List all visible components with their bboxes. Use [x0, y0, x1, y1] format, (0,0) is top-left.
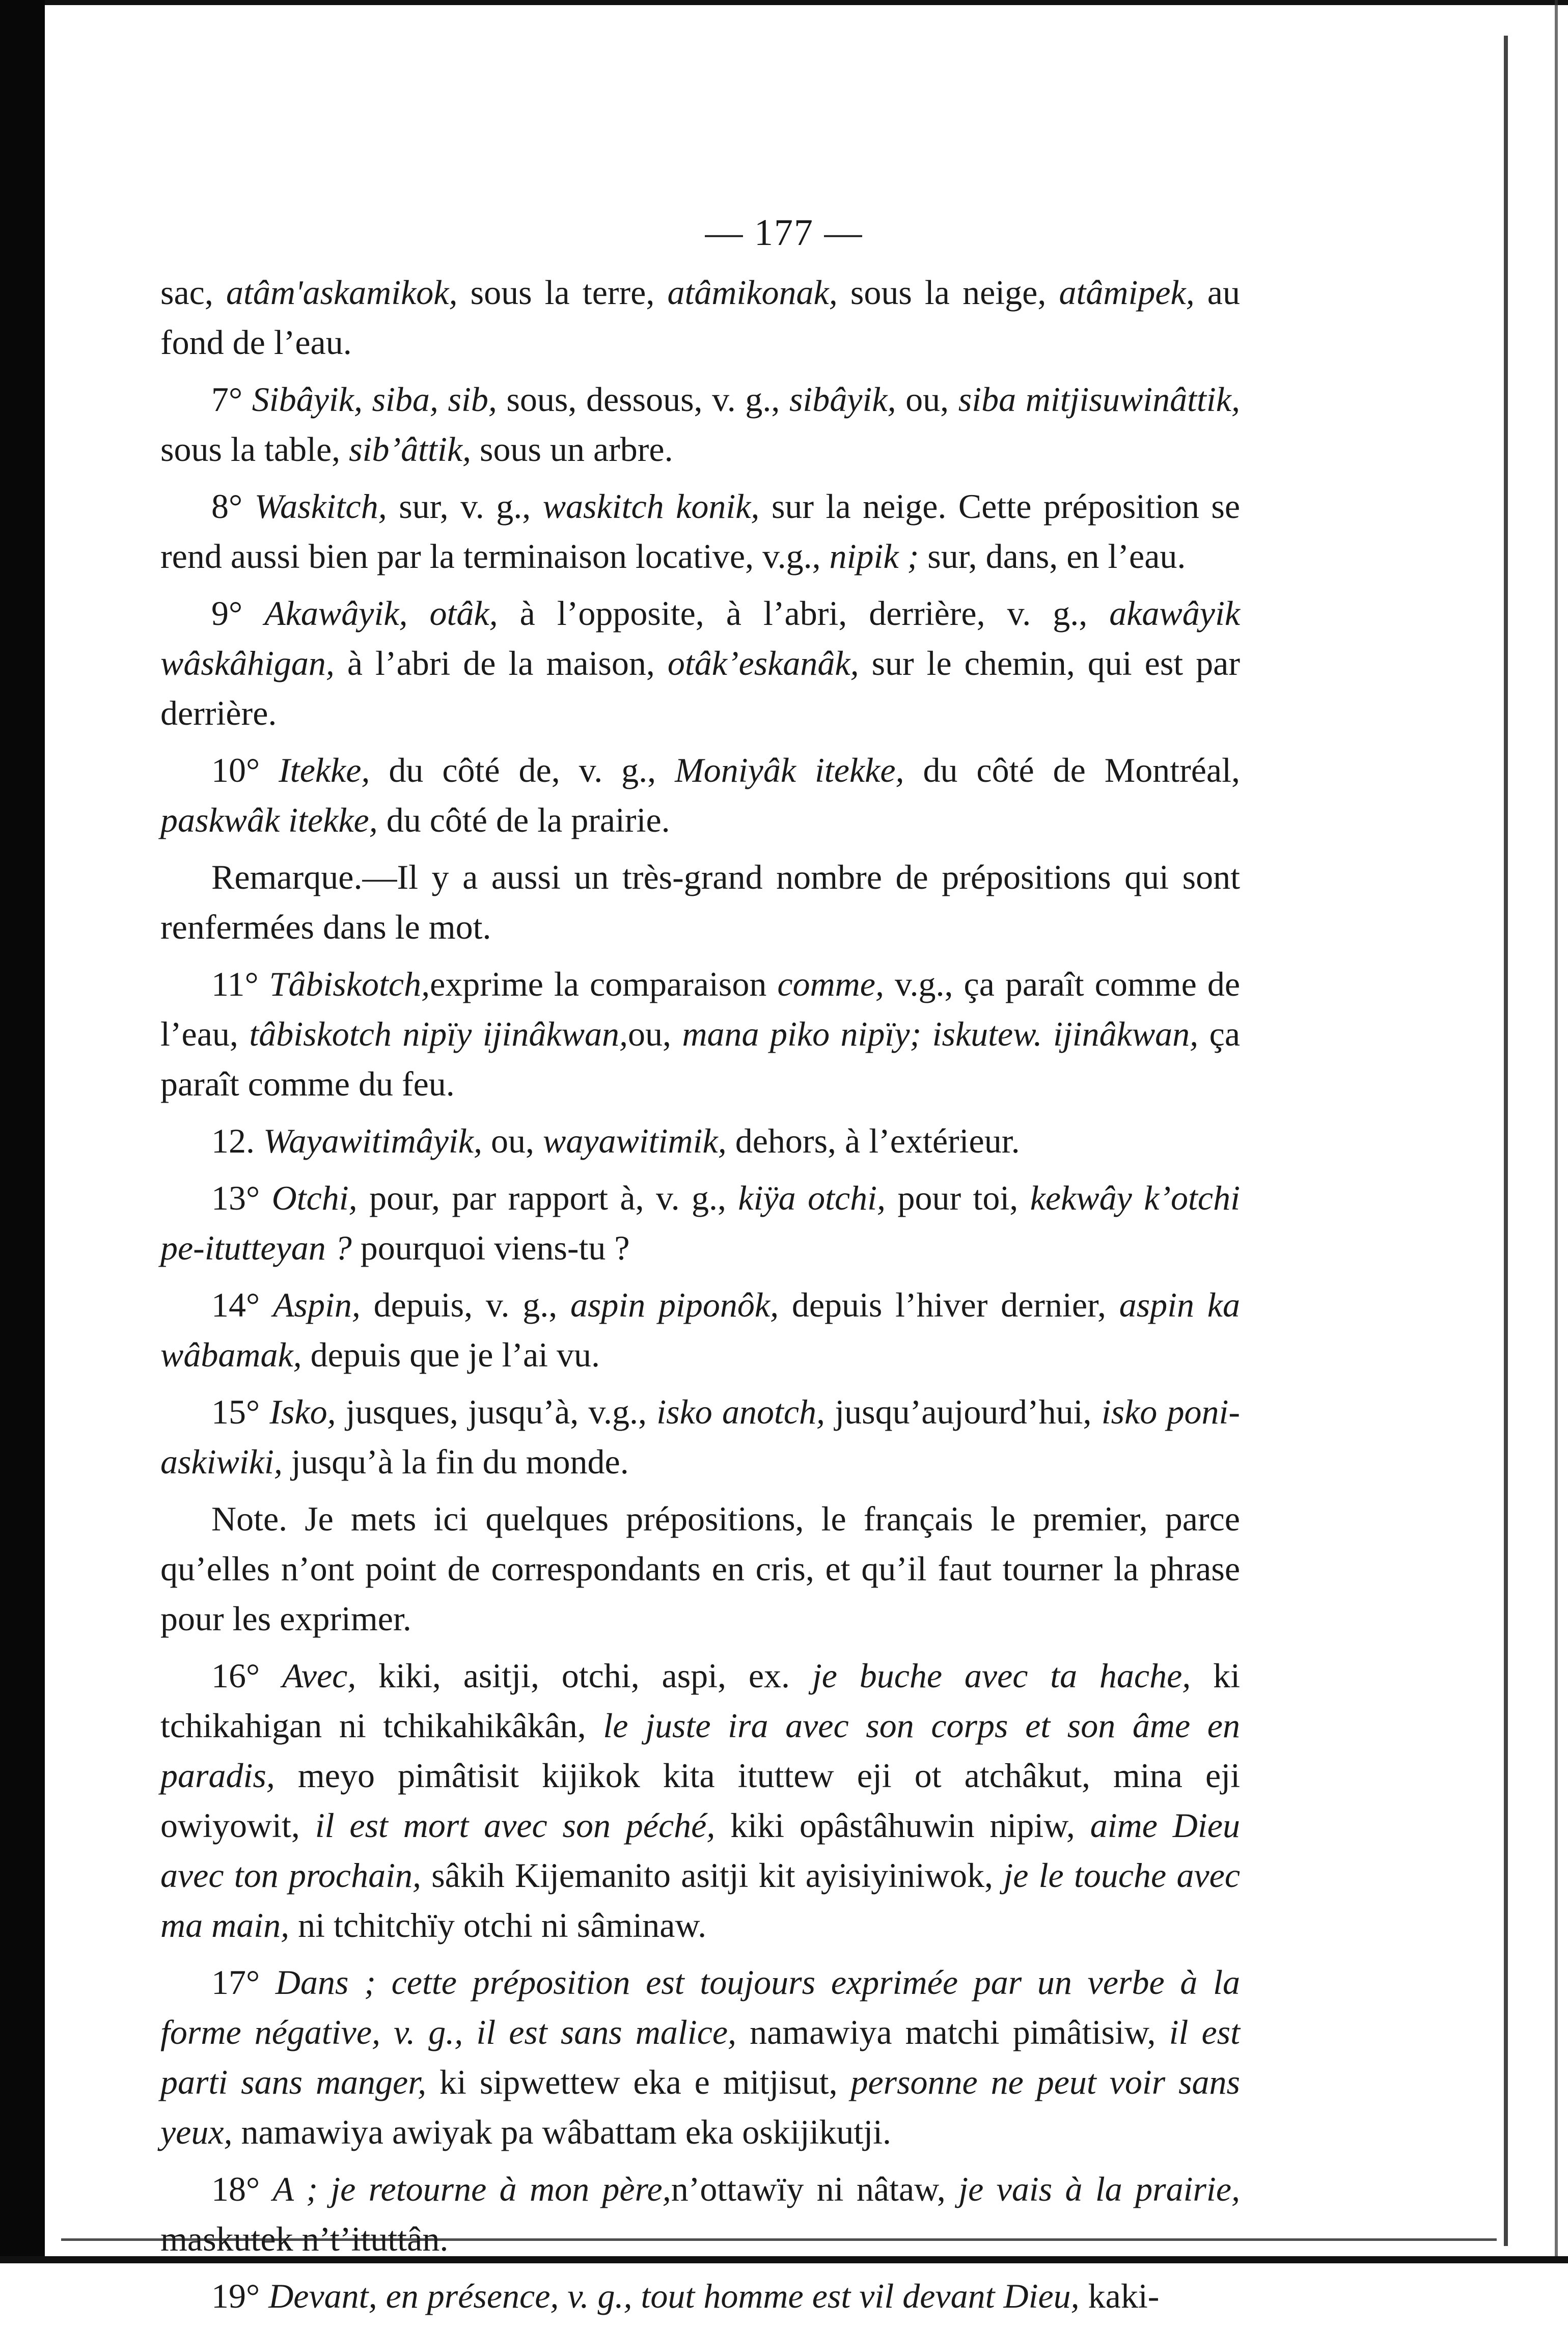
text-run: 10°	[211, 751, 279, 789]
text-run: 8°	[211, 487, 255, 526]
italic-text-run: Isko,	[269, 1392, 336, 1431]
paragraph	[160, 852, 1240, 952]
italic-text-run: Aspin,	[272, 1285, 361, 1324]
scan-edge-right	[1555, 0, 1558, 2263]
text-run: 19°	[211, 2277, 269, 2315]
paragraph	[160, 1651, 1240, 1950]
text-run: sous la table,	[160, 430, 349, 469]
text-run: sous la terre,	[457, 273, 668, 312]
text-run: 13°	[211, 1179, 272, 1217]
italic-text-run: otâk’eskanâk,	[667, 644, 859, 682]
paragraph	[160, 1280, 1240, 1380]
italic-text-run: Avec,	[282, 1656, 356, 1695]
italic-text-run: nipik ;	[829, 537, 919, 576]
italic-text-run: Wayawitimâyik,	[263, 1121, 482, 1160]
text-run: Note. Je mets ici quelques prépositions, le français le premier, parce qu’elles n’ont point de correspondants en cris, et qu’il faut tourner la phrase pour les exprimer.	[160, 1499, 1240, 1638]
scan-border-right	[1504, 36, 1508, 2246]
text-run: 16°	[211, 1656, 282, 1695]
text-run: namawiya matchi pimâtisiw,	[736, 2013, 1169, 2051]
text-run: pourquoi viens-tu ?	[351, 1228, 630, 1267]
paragraph	[160, 1116, 1240, 1166]
text-run: sous un arbre.	[471, 430, 673, 469]
text-run: 7°	[211, 380, 252, 419]
italic-text-run: isko anotch,	[656, 1392, 826, 1431]
paragraph	[160, 1494, 1240, 1644]
text-run: v.g., ça paraît comme de l’eau,	[160, 965, 1240, 1053]
text-run: du côté de Montréal,	[904, 751, 1241, 789]
italic-text-run: Tâbiskotch,	[269, 965, 430, 1003]
text-run: kiki opâstâhuwin nipiw,	[715, 1806, 1090, 1845]
text-run: 15°	[211, 1392, 270, 1431]
italic-text-run: atâm'askamikok,	[226, 273, 458, 312]
text-run: sac,	[160, 273, 226, 312]
italic-text-run: siba mitjisuwinâttik,	[958, 380, 1240, 419]
text-run: sâkih Kijemanito asitji kit ayisiyiniwok,	[421, 1856, 1004, 1895]
text-run: du côté de la prairie.	[377, 801, 670, 839]
italic-text-run: isko poni-askiwiki,	[160, 1392, 1240, 1481]
paragraph	[160, 2164, 1240, 2264]
italic-text-run: Devant, en présence, v. g., tout homme est vil devant Dieu,	[268, 2277, 1080, 2315]
paragraph	[160, 2271, 1240, 2321]
text-run: jusqu’à la fin du monde.	[282, 1442, 629, 1481]
scan-border-top	[0, 0, 1568, 5]
paragraph	[160, 481, 1240, 581]
text-run: à l’abri de la maison,	[334, 644, 668, 682]
paragraph	[160, 1957, 1240, 2157]
italic-text-run: kekwây k’otchi pe-itutteyan ?	[160, 1179, 1240, 1267]
text-run: sur, dans, en l’eau.	[919, 537, 1186, 576]
text-run: 18°	[211, 2170, 273, 2208]
text-run: du côté de, v. g.,	[370, 751, 675, 789]
text-run: meyo pimâtisit kijikok kita ituttew eji ot atchâkut, mina eji owiyowit,	[160, 1756, 1240, 1845]
italic-text-run: Otchi,	[271, 1179, 357, 1217]
italic-text-run: waskitch konik,	[542, 487, 760, 526]
text-run: jusqu’aujourd’hui,	[825, 1392, 1102, 1431]
italic-text-run: le juste ira avec son corps et son âme en paradis,	[160, 1706, 1240, 1795]
italic-text-run: kiÿa otchi,	[738, 1179, 886, 1217]
text-run: ou,	[627, 1015, 682, 1053]
italic-text-run: aspin ka wâbamak,	[160, 1285, 1240, 1374]
text-run: sous la neige,	[837, 273, 1059, 312]
italic-text-run: il est mort avec son péché,	[315, 1806, 716, 1845]
page-body	[160, 267, 1240, 2328]
text-run: exprime la comparaison	[430, 965, 778, 1003]
italic-text-run: mana piko nipïy; iskutew. ijinâkwan,	[682, 1015, 1199, 1053]
text-run: namawiya awiyak pa wâbattam eka oskijikutji.	[232, 2113, 892, 2151]
scan-border-left	[0, 0, 45, 2263]
text-run: 9°	[211, 594, 265, 633]
text-run: pour, par rapport à, v. g.,	[357, 1179, 738, 1217]
italic-text-run: atâmikonak,	[667, 273, 838, 312]
text-run: pour toi,	[886, 1179, 1030, 1217]
text-run: 11°	[211, 965, 269, 1003]
text-run: 12.	[211, 1121, 263, 1160]
text-run: ça paraît comme du feu.	[160, 1015, 1241, 1103]
italic-text-run: paskwâk itekke,	[160, 801, 378, 839]
text-run: ou,	[896, 380, 958, 419]
italic-text-run: aspin piponôk,	[570, 1285, 779, 1324]
italic-text-run: Akawâyik, otâk,	[264, 594, 498, 633]
italic-text-run: Dans ; cette préposition est toujours exprimée par un verbe à la forme négative, v. g., il est sans malice,	[160, 1963, 1240, 2051]
paragraph	[160, 745, 1240, 845]
italic-text-run: il est parti sans manger,	[160, 2013, 1240, 2101]
italic-text-run: comme,	[777, 965, 884, 1003]
text-run: kaki-	[1079, 2277, 1160, 2315]
text-run: ou,	[482, 1121, 543, 1160]
text-run: depuis, v. g.,	[360, 1285, 570, 1324]
italic-text-run: Moniyâk itekke,	[675, 751, 904, 789]
text-run: 14°	[211, 1285, 273, 1324]
italic-text-run: Sibâyik, siba, sib,	[252, 380, 497, 419]
italic-text-run: wayawitimik,	[542, 1121, 727, 1160]
text-run: ki tchikahigan ni tchikahikâkân,	[160, 1656, 1240, 1745]
italic-text-run: je vais à la prairie,	[958, 2170, 1240, 2208]
text-run: ki sipwettew eka e mitjisut,	[426, 2063, 851, 2101]
italic-text-run: aime Dieu avec ton prochain,	[160, 1806, 1240, 1895]
text-run: sur, v. g.,	[387, 487, 543, 526]
text-run: depuis que je l’ai vu.	[301, 1335, 600, 1374]
text-run: n’ottawïy ni nâtaw,	[671, 2170, 959, 2208]
paragraph	[160, 374, 1240, 474]
italic-text-run: Waskitch,	[254, 487, 387, 526]
paragraph	[160, 1173, 1240, 1273]
paragraph	[160, 1387, 1240, 1487]
italic-text-run: Itekke,	[279, 751, 370, 789]
italic-text-run: atâmipek,	[1059, 273, 1195, 312]
text-run: à l’opposite, à l’abri, derrière, v. g.,	[498, 594, 1110, 633]
text-run: depuis l’hiver dernier,	[779, 1285, 1119, 1324]
italic-text-run: sibâyik,	[789, 380, 896, 419]
text-run: kiki, asitji, otchi, aspi, ex.	[356, 1656, 812, 1695]
italic-text-run: personne ne peut voir sans yeux,	[160, 2063, 1240, 2151]
text-run: sur le chemin, qui est par derrière.	[160, 644, 1240, 732]
text-run: maskutek n’t’ituttân.	[160, 2220, 449, 2258]
italic-text-run: akawâyik wâskâhigan,	[160, 594, 1241, 682]
text-run: ni tchitchïy otchi ni sâminaw.	[289, 1906, 707, 1944]
paragraph	[160, 959, 1240, 1109]
text-run: dehors, à l’extérieur.	[726, 1121, 1020, 1160]
paragraph	[160, 588, 1240, 738]
italic-text-run: A ; je retourne à mon père,	[272, 2170, 671, 2208]
text-run: 17°	[211, 1963, 276, 2002]
italic-text-run: je buche avec ta hache,	[812, 1656, 1191, 1695]
text-run: sur la neige. Cette préposition se rend aussi bien par la terminaison locative, v.g.,	[160, 487, 1240, 576]
italic-text-run: tâbiskotch nipïy ijinâkwan,	[249, 1015, 628, 1053]
italic-text-run: je le touche avec ma main,	[160, 1856, 1241, 1944]
text-run: Remarque.—Il y a aussi un très-grand nombre de prépositions qui sont renfermées dans le mot.	[160, 858, 1240, 946]
page-number: — 177 —	[705, 212, 863, 254]
italic-text-run: sib’âttik,	[349, 430, 472, 469]
text-run: au fond de l’eau.	[160, 273, 1240, 362]
paragraph	[160, 267, 1240, 367]
text-run: sous, dessous, v. g.,	[497, 380, 789, 419]
text-run: jusques, jusqu’à, v.g.,	[336, 1392, 657, 1431]
